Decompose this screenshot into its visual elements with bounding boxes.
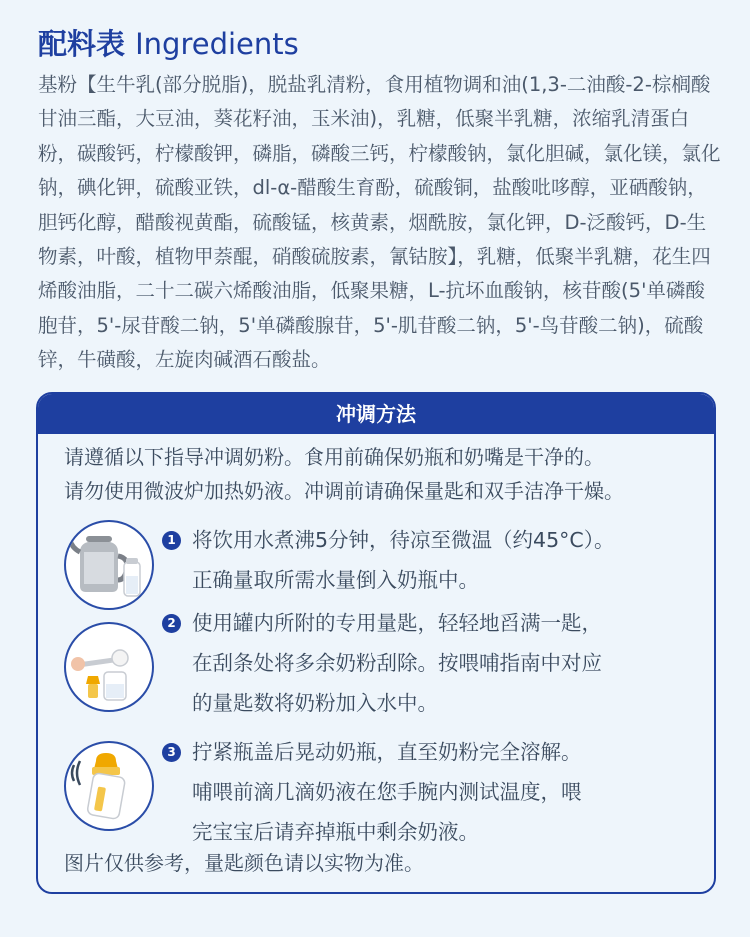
page-title (38, 22, 299, 63)
step-number: 3 (162, 743, 181, 762)
step-line: 哺喂前滴几滴奶液在您手腕内测试温度，喂 (192, 780, 582, 804)
ingredients-text: 基粉【生牛乳(部分脱脂)，脱盐乳清粉，食用植物调和油(1,3-二油酸-2-棕榈酸甘油三酯，大豆油，葵花籽油，玉米油)，乳糖，低聚半乳糖，浓缩乳清蛋白粉，碳酸钙，柠檬酸钾，磷脂，磷酸三钙，柠檬酸钠，氯化胆碱，氯化镁，氯化钠，碘化钾，硫酸亚铁，dl-α-醋酸生育酚，硫酸铜，盐酸吡哆醇，亚硒酸钠，胆钙化醇，醋酸视黄酯，硫酸锰，核黄素，烟酰胺，氯化钾，D-泛酸钙，D-生物素，叶酸，植物甲萘醌，硝酸硫胺素，氰钴胺】，乳糖，低聚半乳糖，花生四烯酸油脂，二十二碳六烯酸油脂，低聚果糖，L-抗坏血酸钠，核苷酸(5'单磷酸胞苷，5'-尿苷酸二钠，5'单磷酸腺苷，5'-肌苷酸二钠，5'-鸟苷酸二钠)，硫酸锌，牛磺酸，左旋肉碱酒石酸盐。 (38, 73, 721, 372)
intro-line: 请勿使用微波炉加热奶液。冲调前请确保量匙和双手洁净干燥。 (64, 479, 624, 503)
step-line: 拧紧瓶盖后晃动奶瓶，直至奶粉完全溶解。 (192, 740, 582, 764)
step-text (192, 732, 704, 852)
shake-bottle-icon (64, 741, 154, 831)
step-number: 1 (162, 531, 181, 550)
preparation-header: 冲调方法 (38, 394, 714, 434)
preparation-intro (64, 440, 704, 508)
step-text (192, 603, 704, 723)
step-line: 将饮用水煮沸5分钟，待凉至微温（约45°C）。 (192, 528, 615, 552)
title-cn: 配料表 (38, 27, 126, 61)
step-number: 2 (162, 614, 181, 633)
image-disclaimer: 图片仅供参考，量匙颜色请以实物为准。 (64, 851, 424, 875)
step-line: 正确量取所需水量倒入奶瓶中。 (192, 568, 479, 592)
scoop-bottle-icon (64, 622, 154, 712)
step-text (192, 520, 704, 600)
intro-line: 请遵循以下指导冲调奶粉。食用前确保奶瓶和奶嘴是干净的。 (64, 445, 604, 469)
step-line: 的量匙数将奶粉加入水中。 (192, 691, 438, 715)
step-line: 在刮条处将多余奶粉刮除。按喂哺指南中对应 (192, 651, 602, 675)
title-en: Ingredients (135, 27, 299, 61)
preparation-box (36, 392, 716, 894)
step-line: 使用罐内所附的专用量匙，轻轻地舀满一匙， (192, 611, 602, 635)
kettle-bottle-icon (64, 520, 154, 610)
step-line: 完宝宝后请弃掉瓶中剩余奶液。 (192, 820, 479, 844)
